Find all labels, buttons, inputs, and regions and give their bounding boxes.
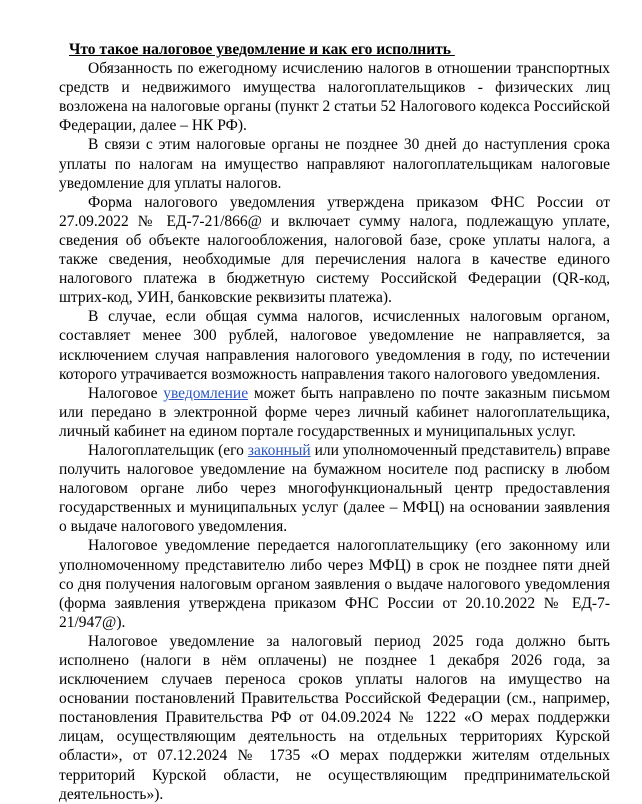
document-body	[59, 59, 610, 804]
document-title: Что такое налоговое уведомление и как его исполнить	[69, 41, 455, 58]
paragraph-text: Налоговое	[88, 384, 164, 402]
body-paragraph	[59, 59, 610, 135]
body-paragraph	[59, 384, 610, 441]
paragraph-text: Налоговое уведомление за налоговый период 2025 года должно быть исполнено (налоги в нём оплачены) не позднее 1 декабря 2026 года, за исключением случаев переноса сроков уплаты налогов на имущество на основании постановлений Правительства Российской Федерации (см., например, постановления Правительства РФ от 04.09.2024 № 1222 «О мерах поддержки лицам, осуществляющим деятельность на отдельных территориях Курской области», от 07.12.2024 № 1735 «О мерах поддержки жителям отдельных территорий Курской области, не осуществляющим предпринимательской деятельность»).	[59, 632, 610, 803]
body-paragraph	[59, 307, 610, 383]
body-paragraph	[59, 441, 610, 536]
body-paragraph	[59, 193, 610, 308]
paragraph-text: Налогоплательщик (его	[88, 441, 248, 459]
paragraph-text: Налоговое уведомление передается налогоплательщику (его законному или уполномоченному представителю либо через МФЦ) в срок не позднее пяти дней со дня получения налоговым органом заявления о выдаче налогового уведомления (форма заявления утверждена приказом ФНС России от 20.10.2022 № ЕД-7-21/947@).	[59, 537, 610, 631]
inline-link[interactable]: уведомление	[163, 384, 249, 402]
paragraph-text: В случае, если общая сумма налогов, исчисленных налоговым органом, составляет менее 300 рублей, налоговое уведомление не направляется, за исключением случая направления налогового уведомления в году, по истечении которого утрачивается возможность направления такого налогового уведомления.	[59, 308, 610, 383]
paragraph-text: Обязанность по ежегодному исчислению налогов в отношении транспортных средств и недвижимого имущества налогоплательщиков - физических лиц возложена на налоговые органы (пункт 2 статьи 52 Налогового кодекса Российской Федерации, далее – НК РФ).	[59, 60, 610, 135]
inline-link[interactable]: законный	[247, 441, 311, 459]
paragraph-text: или уполномоченный представитель) вправе получить налоговое уведомление на бумажном носителе под расписку в любом налоговом органе либо через многофункциональный центр предоставления государственных и муниципальных услуг (далее – МФЦ) на основании заявления о выдаче налогового уведомления.	[59, 441, 610, 536]
paragraph-text: может быть направлено по почте заказным письмом или передано в электронной форме через личный кабинет налогоплательщика, личный кабинет на едином портале государственных и муниципальных услуг.	[59, 384, 610, 440]
body-paragraph	[59, 135, 610, 192]
document-page	[59, 40, 610, 804]
body-paragraph	[59, 632, 610, 804]
body-paragraph	[59, 536, 610, 631]
paragraph-text: В связи с этим налоговые органы не позднее 30 дней до наступления срока уплаты по налогам на имущество направляют налогоплательщикам налоговые уведомление для уплаты налогов.	[59, 136, 610, 192]
paragraph-text: Форма налогового уведомления утверждена приказом ФНС России от 27.09.2022 № ЕД-7-21/866@ и включает сумму налога, подлежащую уплате, сведения об объекте налогообложения, налоговой базе, сроке уплаты налога, а также сведения, необходимые для перечисления налога в качестве единого налогового платежа в бюджетную систему Российской Федерации (QR-код, штрих-код, УИН, банковские реквизиты платежа).	[59, 193, 610, 307]
